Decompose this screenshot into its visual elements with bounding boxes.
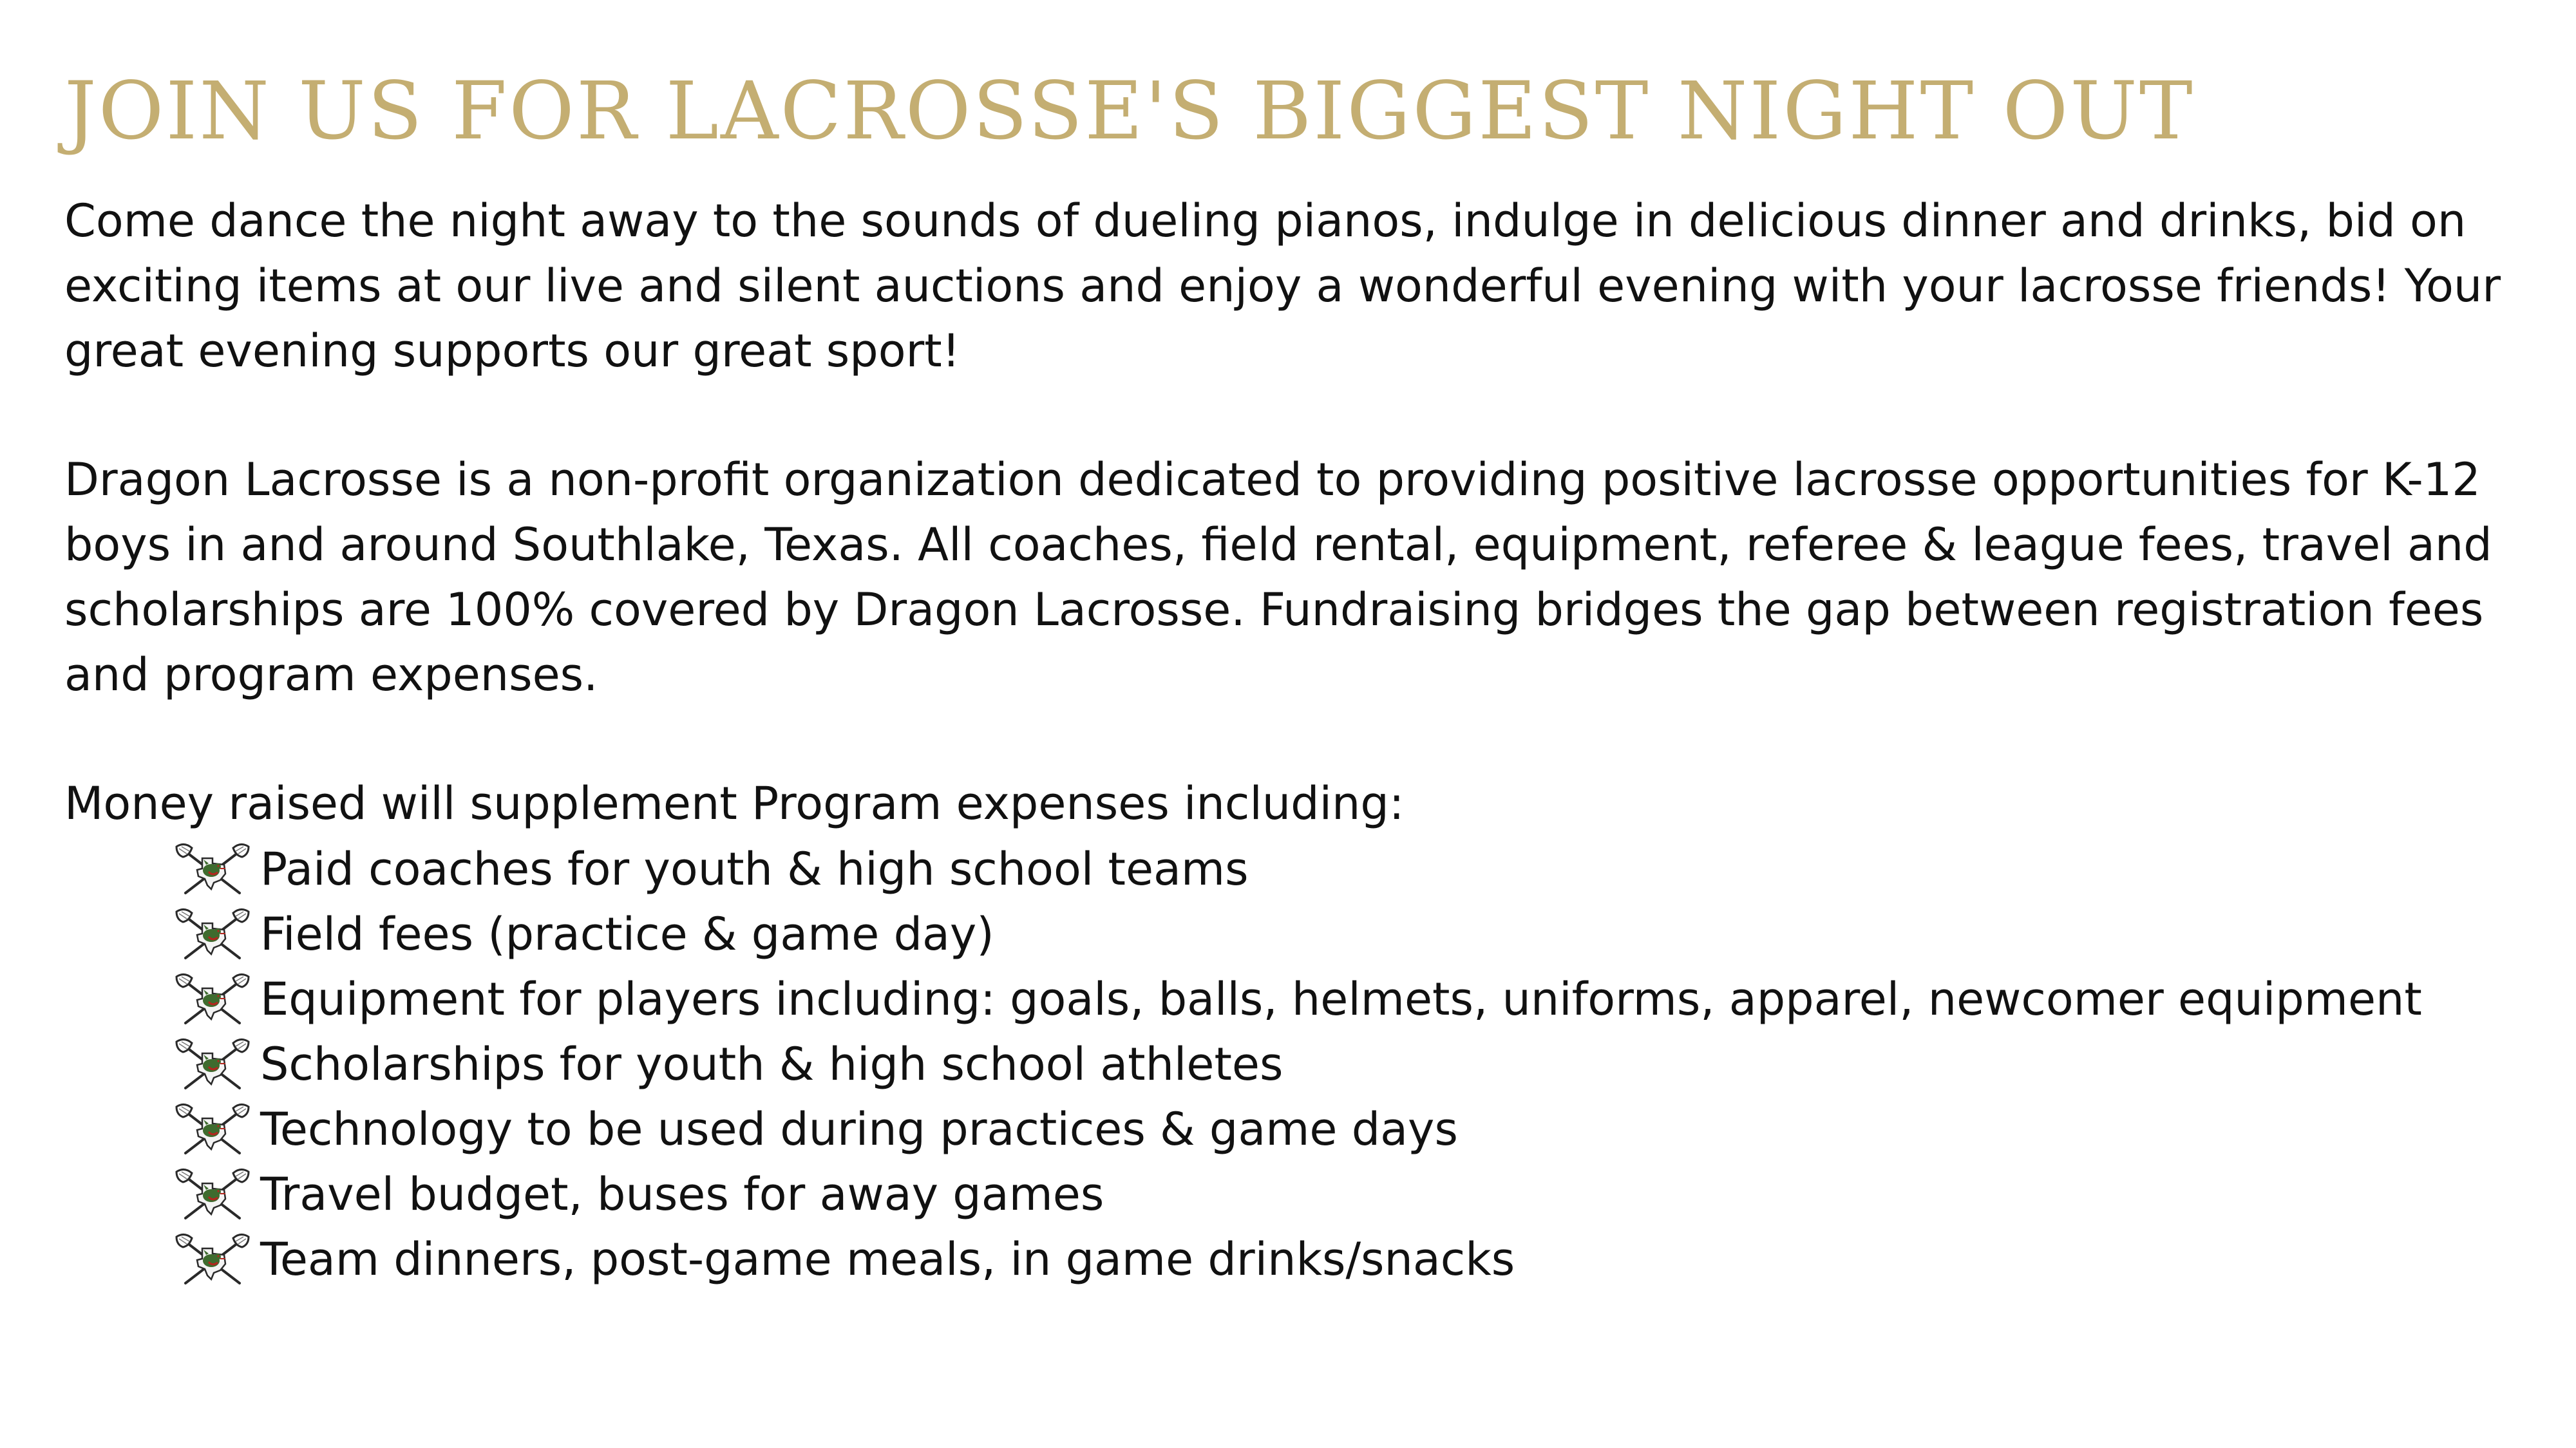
list-item [173,902,2422,967]
crossed-lacrosse-sticks-dragon-icon [173,843,252,897]
crossed-lacrosse-sticks-dragon-icon [173,973,252,1027]
list-item-label: Field fees (practice & game day) [260,908,994,961]
list-item-label: Paid coaches for youth & high school teams [260,843,1249,896]
crossed-lacrosse-sticks-dragon-icon [173,1233,252,1287]
list-item [173,1097,2422,1162]
list-item [173,1032,2422,1097]
list-item-label: Travel budget, buses for away games [260,1168,1104,1221]
crossed-lacrosse-sticks-dragon-icon [173,1038,252,1092]
page-title: JOIN US FOR LACROSSE'S BIGGEST NIGHT OUT [64,65,2195,158]
crossed-lacrosse-sticks-dragon-icon [173,1168,252,1222]
about-paragraph: Dragon Lacrosse is a non-profit organization dedicated to providing positive lacrosse opportunities for K-12 boys in and around Southlake, Texas. All coaches, field rental, equipment, referee & league fees, travel and scholarships are 100% covered by Dragon Lacrosse. Fundraising bridges the gap between registration fees and program expenses. [64,453,2492,701]
list-intro: Money raised will supplement Program expenses including: [64,777,1405,830]
list-item [173,1227,2422,1292]
list-item-label: Equipment for players including: goals, balls, helmets, uniforms, apparel, newcomer equipment [260,973,2422,1026]
list-item-label: Technology to be used during practices & game days [260,1103,1458,1156]
list-item-label: Team dinners, post-game meals, in game drinks/snacks [260,1233,1515,1286]
list-item [173,837,2422,902]
program-expenses-list [173,837,2422,1292]
crossed-lacrosse-sticks-dragon-icon [173,1103,252,1157]
list-item-label: Scholarships for youth & high school athletes [260,1038,1283,1091]
intro-paragraph: Come dance the night away to the sounds of dueling pianos, indulge in delicious dinner and drinks, bid on exciting items at our live and silent auctions and enjoy a wonderful evening with your lacrosse friends! Your great evening supports our great sport! [64,194,2501,377]
crossed-lacrosse-sticks-dragon-icon [173,908,252,962]
list-item [173,1162,2422,1227]
list-item [173,967,2422,1032]
